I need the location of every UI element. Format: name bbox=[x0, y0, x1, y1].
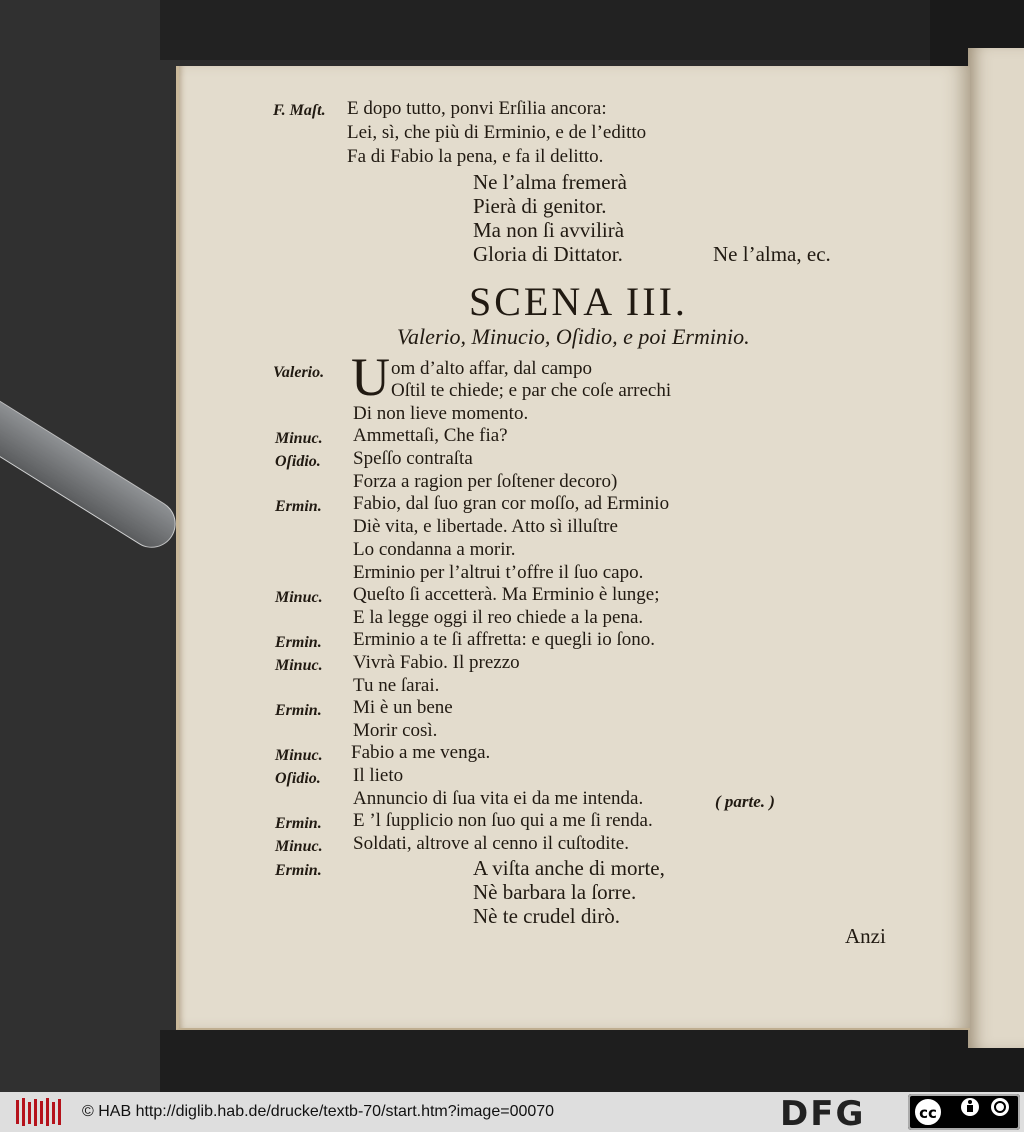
dialogue-line: Erminio per l’altrui t’offre il ſuo capo. bbox=[353, 562, 644, 583]
aria-cue: Ne l’alma, ec. bbox=[713, 242, 831, 266]
dialogue-line: Tu ne ſarai. bbox=[353, 675, 440, 696]
verse-line: E dopo tutto, ponvi Erſilia ancora: bbox=[347, 98, 607, 119]
scene-characters: Valerio, Minucio, Oſidio, e poi Erminio. bbox=[397, 324, 750, 349]
dialogue-line: Ammettaſi, Che fia? bbox=[353, 425, 508, 446]
speaker-label: Minuc. bbox=[275, 838, 323, 855]
aria-line: A viſta anche di morte, bbox=[473, 856, 665, 880]
dialogue-line: Diè vita, e libertade. Atto sì illuſtre bbox=[353, 516, 618, 537]
speaker-label: Ermin. bbox=[275, 498, 322, 515]
speaker-label: Valerio. bbox=[273, 364, 325, 381]
verse-line: Fa di Fabio la pena, e fa il delitto. bbox=[347, 146, 604, 167]
aria-line: Ma non ſi avvilirà bbox=[473, 218, 625, 242]
dfg-logo: DFG bbox=[780, 1094, 866, 1132]
dialogue-line: Morir così. bbox=[353, 720, 438, 741]
speaker-label: Minuc. bbox=[275, 657, 323, 674]
aria-line: Ne l’alma fremerà bbox=[473, 170, 627, 194]
aria-line: Pierà di genitor. bbox=[473, 194, 607, 218]
dialogue-line: Speſſo contraſta bbox=[353, 448, 473, 469]
dialogue-line: om d’alto affar, dal campo bbox=[391, 358, 592, 379]
hab-logo-icon bbox=[14, 1096, 68, 1128]
dialogue-line: Soldati, altrove al cenno il cuſtodite. bbox=[353, 833, 629, 854]
speaker-label: Ermin. bbox=[275, 862, 322, 879]
speaker-label: F. Maſt. bbox=[273, 102, 326, 119]
dialogue-line: Il lieto bbox=[353, 765, 404, 786]
dialogue-line: Mi è un bene bbox=[353, 697, 453, 718]
dialogue-line: Annuncio di ſua vita ei da me intenda. bbox=[353, 788, 644, 809]
speaker-label: Minuc. bbox=[275, 589, 323, 606]
dialogue-line: Fabio a me venga. bbox=[351, 742, 491, 763]
dialogue-line: Queſto ſi accetterà. Ma Erminio è lunge; bbox=[353, 584, 660, 605]
copyright-link[interactable]: © HAB http://diglib.hab.de/drucke/textb-70/start.htm?image=00070 bbox=[82, 1103, 555, 1120]
aria-line: Gloria di Dittator. bbox=[473, 242, 623, 266]
background-cloth-bottom bbox=[160, 1030, 1024, 1092]
book-page bbox=[176, 66, 970, 1030]
aria-line: Nè barbara la ſorre. bbox=[473, 880, 637, 904]
speaker-label: Minuc. bbox=[275, 747, 323, 764]
speaker-label: Oſidio. bbox=[275, 453, 321, 470]
speaker-label: Ermin. bbox=[275, 815, 322, 832]
dialogue-line: Forza a ragion per ſoſtener decoro) bbox=[353, 471, 618, 492]
footer-bar bbox=[0, 1092, 1024, 1132]
speaker-label: Oſidio. bbox=[275, 770, 321, 787]
dialogue-line: Lo condanna a morir. bbox=[353, 539, 516, 560]
aria-line: Nè te crudel dirò. bbox=[473, 904, 620, 928]
dialogue-line: Oſtil te chiede; e par che coſe arrechi bbox=[391, 380, 672, 401]
dialogue-line: E la legge oggi il reo chiede a la pena. bbox=[353, 607, 644, 628]
speaker-label: Ermin. bbox=[275, 702, 322, 719]
stage-direction: ( parte. ) bbox=[715, 792, 775, 811]
cc-license-icon[interactable] bbox=[908, 1094, 1020, 1130]
verse-line: Lei, sì, che più di Erminio, e de l’editto bbox=[347, 122, 647, 143]
dialogue-line: Fabio, dal ſuo gran cor moſſo, ad Erminio bbox=[353, 493, 670, 514]
drop-cap: U bbox=[351, 347, 390, 407]
facing-page bbox=[968, 48, 1024, 1048]
catchword: Anzi bbox=[845, 924, 886, 948]
scene-title: SCENA III. bbox=[469, 279, 688, 324]
dialogue-line: Di non lieve momento. bbox=[353, 403, 529, 424]
background-cloth-top bbox=[160, 0, 1024, 60]
dialogue-line: Erminio a te ſi affretta: e quegli io ſono. bbox=[353, 629, 655, 650]
speaker-label: Minuc. bbox=[275, 430, 323, 447]
speaker-label: Ermin. bbox=[275, 634, 322, 651]
dialogue-line: Vivrà Fabio. Il prezzo bbox=[353, 652, 520, 673]
dialogue-line: E ’l ſupplicio non ſuo qui a me ſi renda. bbox=[353, 810, 653, 831]
svg-text:cc: cc bbox=[919, 1104, 937, 1122]
